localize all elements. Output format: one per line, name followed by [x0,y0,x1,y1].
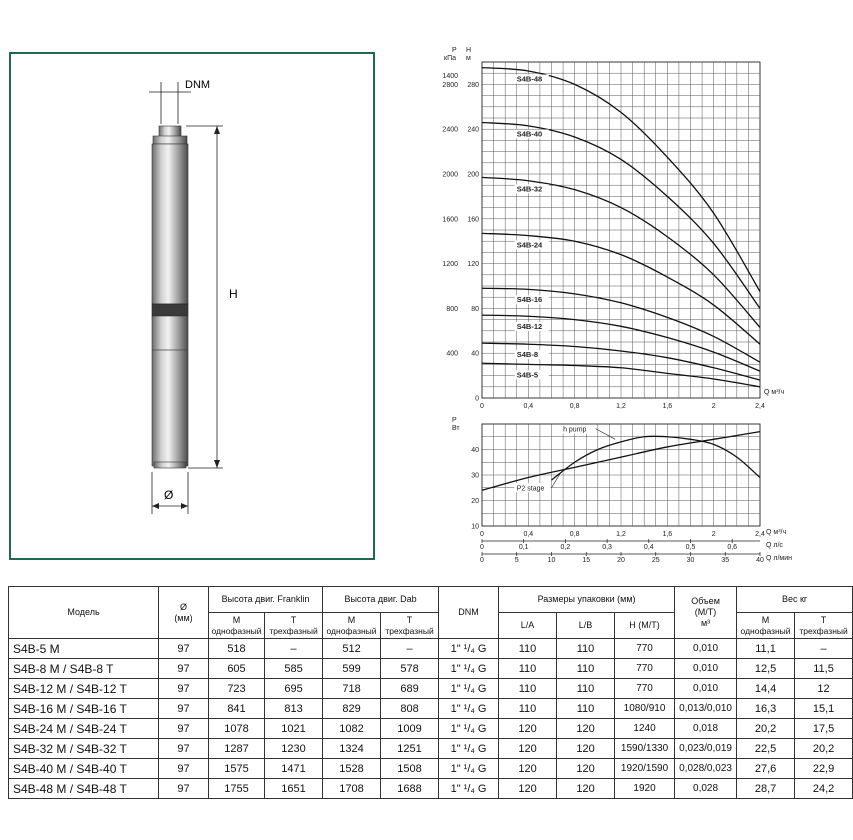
cell-d: 97 [159,679,209,699]
cell-d: 97 [159,739,209,759]
x-tick-label: 1,6 [662,403,673,410]
head-flow-chart [430,40,830,410]
pump-bottom [154,462,186,468]
spec-table [8,586,853,799]
cell-lb: 110 [557,679,615,699]
header-weight: Вес кг [737,587,853,613]
y-tick-label: 80 [471,305,479,313]
header-franklin-m: М однофазный [209,613,265,639]
x-tick-label: 0,8 [569,531,580,538]
cell-wm: 22,5 [737,739,795,759]
x-axis-label: Q м³/ч [764,389,785,396]
header-height-dab: Высота двиг. Dab [323,587,439,613]
kpa-tick-label: 400 [446,350,458,358]
cell-lb: 120 [557,779,615,799]
p-axis-label: P [452,417,457,424]
cell-vol: 0,028 [675,779,737,799]
y-tick-label: 20 [471,498,479,505]
cell-d: 97 [159,699,209,719]
cell-dm: 599 [323,659,381,679]
header-dab-m: М однофазный [323,613,381,639]
header-lb: L/B [557,613,615,639]
header-franklin-t: Т трехфазный [265,613,323,639]
cell-dnm: 1" ¹/₄ G [439,779,499,799]
y-tick-label: 10 [471,523,479,531]
x-tick-label: 5 [514,557,519,564]
cell-wm: 11,1 [737,639,795,659]
kpa-tick-label: 800 [446,305,458,313]
x-tick-label: 0 [480,544,484,551]
x-tick-label: 0,5 [685,544,696,551]
header-hmt: H (М/Т) [615,613,675,639]
header-la: L/A [499,613,557,639]
series-label: S4B-40 [516,129,543,139]
x-tick-label: 0,2 [560,544,571,551]
m-axis-label: м [466,55,471,62]
cell-la: 120 [499,739,557,759]
header-volume: Объем (М/Т) м³ [675,587,737,639]
cell-wt: 11,5 [795,659,853,679]
y-tick-label: 40 [471,447,479,454]
cell-ft: 1230 [265,739,323,759]
cell-fm: 723 [209,679,265,699]
cell-wt: 22,9 [795,759,853,779]
cell-fm: 518 [209,639,265,659]
kpa-tick-label: 2000 [442,171,458,179]
pump-drawing-panel [9,52,375,560]
cell-wt: 17,5 [795,719,853,739]
header-model: Модель [9,587,159,639]
cell-vol: 0,018 [675,719,737,739]
cell-ft: 1021 [265,719,323,739]
cell-model: S4B-32 M / S4B-32 T [9,739,159,759]
x-tick-label: 10 [547,557,556,564]
cell-vol: 0,013/0,010 [675,699,737,719]
cell-dnm: 1" ¹/₄ G [439,639,499,659]
x-tick-label: 0 [480,531,484,538]
x-tick-label: 2,4 [755,403,765,410]
x-axis-label: Q м³/ч [766,529,787,536]
cell-dt: 1251 [381,739,439,759]
series-label-h-pump: h pump [563,426,587,434]
table-row [9,759,853,779]
cell-dt: 808 [381,699,439,719]
cell-d: 97 [159,759,209,779]
cell-h: 1920/1590 [615,759,675,779]
cell-fm: 841 [209,699,265,719]
power-flow-chart [430,410,830,575]
x-tick-label: 2 [711,403,716,410]
cell-model: S4B-5 M [9,639,159,659]
header-diameter: Ø (мм) [159,587,209,639]
series-label-p2-stage: P2 stage [516,485,545,493]
x-tick-label: 0,4 [523,531,534,538]
cell-model: S4B-8 M / S4B-8 T [9,659,159,679]
cell-dt: – [381,639,439,659]
dnm-label: DNM [185,79,211,91]
cell-dnm: 1" ¹/₄ G [439,719,499,739]
x-tick-label: 20 [617,557,625,564]
cell-wm: 27,6 [737,759,795,779]
kpa-tick-label: 2800 [442,81,458,89]
series-label: S4B-24 [516,240,543,250]
cell-vol: 0,010 [675,659,737,679]
header-weight-t: Т трехфазный [795,613,853,639]
cell-h: 1240 [615,719,675,739]
cell-d: 97 [159,659,209,679]
x-tick-label: 0,1 [518,544,529,551]
cell-lb: 110 [557,639,615,659]
cell-ft: 585 [265,659,323,679]
y-tick-label: 280 [467,81,479,89]
series-label: S4B-48 [516,74,543,84]
cell-wm: 14,4 [737,679,795,699]
cell-dnm: 1" ¹/₄ G [439,739,499,759]
cell-dnm: 1" ¹/₄ G [439,659,499,679]
y-tick-label: 200 [467,171,479,179]
cell-lb: 120 [557,739,615,759]
kpa-axis-label: кПа [444,55,456,62]
cell-model: S4B-16 M / S4B-16 T [9,699,159,719]
cell-wm: 28,7 [737,779,795,799]
cell-wt: 20,2 [795,739,853,759]
cell-model: S4B-40 M / S4B-40 T [9,759,159,779]
cell-d: 97 [159,639,209,659]
h-axis-label: H [466,47,472,54]
cell-fm: 605 [209,659,265,679]
kpa-top-tick-label: 1400 [442,73,458,80]
cell-dm: 1324 [323,739,381,759]
cell-ft: 1471 [265,759,323,779]
table-row [9,659,853,679]
series-label: S4B-8 [516,350,539,360]
cell-h: 770 [615,659,675,679]
cell-d: 97 [159,779,209,799]
cell-la: 110 [499,699,557,719]
pump-body-upper [152,144,188,304]
x-tick-label: 2 [711,531,716,538]
cell-lb: 110 [557,659,615,679]
cell-h: 770 [615,679,675,699]
cell-dt: 1508 [381,759,439,779]
leader-line [596,429,616,440]
x-tick-label: 35 [721,557,730,564]
cell-ft: 1651 [265,779,323,799]
x-tick-label: 0,8 [569,403,580,410]
cell-lb: 120 [557,719,615,739]
y-tick-label: 160 [467,216,479,224]
cell-dm: 829 [323,699,381,719]
cell-la: 120 [499,759,557,779]
cell-dnm: 1" ¹/₄ G [439,679,499,699]
cell-wm: 20,2 [737,719,795,739]
x-tick-label: 1,2 [616,531,626,538]
cell-dm: 512 [323,639,381,659]
cell-la: 110 [499,639,557,659]
cell-la: 110 [499,679,557,699]
cell-dm: 1528 [323,759,381,779]
table-row [9,719,853,739]
cell-vol: 0,010 [675,679,737,699]
pump-band [152,304,188,316]
table-row [9,699,853,719]
series-label: S4B-5 [516,370,539,380]
cell-dt: 1009 [381,719,439,739]
series-label: S4B-16 [516,295,543,305]
pump-motor [152,316,188,466]
cell-wt: – [795,639,853,659]
cell-dm: 1082 [323,719,381,739]
cell-h: 1590/1330 [615,739,675,759]
x-tick-label: 0 [480,403,484,410]
p-axis-label: P [452,47,457,54]
kpa-tick-label: 2400 [442,126,458,134]
cell-lb: 110 [557,699,615,719]
leader-line [552,472,561,487]
kpa-tick-label: 1200 [442,261,458,269]
diameter-label: Ø [164,488,174,502]
x-tick-label: 30 [686,557,695,564]
cell-ft: 813 [265,699,323,719]
cell-la: 120 [499,719,557,739]
series-label: S4B-12 [516,322,543,332]
table-row [9,739,853,759]
x-tick-label: 1,2 [616,403,626,410]
cell-model: S4B-12 M / S4B-12 T [9,679,159,699]
header-pack-sizes: Размеры упаковки (мм) [499,587,675,613]
x-axis-label: Q л/мин [766,555,793,562]
header-height-franklin: Высота двиг. Franklin [209,587,323,613]
table-row [9,679,853,699]
cell-vol: 0,023/0,019 [675,739,737,759]
cell-wm: 16,3 [737,699,795,719]
cell-wm: 12,5 [737,659,795,679]
cell-la: 120 [499,779,557,799]
cell-dm: 1708 [323,779,381,799]
w-axis-label: Вт [452,425,460,432]
cell-fm: 1287 [209,739,265,759]
cell-vol: 0,010 [675,639,737,659]
x-tick-label: 0,4 [523,403,534,410]
cell-model: S4B-24 M / S4B-24 T [9,719,159,739]
table-row [9,639,853,659]
cell-dm: 718 [323,679,381,699]
cell-ft: 695 [265,679,323,699]
cell-dt: 689 [381,679,439,699]
pump-head-ring [153,136,187,144]
cell-wt: 12 [795,679,853,699]
cell-dnm: 1" ¹/₄ G [439,759,499,779]
x-tick-label: 0,4 [643,544,654,551]
header-weight-m: М однофазный [737,613,795,639]
series-label: S4B-32 [516,184,543,194]
x-axis-label: Q л/с [766,542,783,549]
x-tick-label: 0 [480,557,484,564]
y-tick-label: 30 [471,472,479,480]
header-dnm: DNM [439,587,499,639]
cell-model: S4B-48 M / S4B-48 T [9,779,159,799]
cell-dt: 578 [381,659,439,679]
table-row [9,779,853,799]
y-tick-label: 0 [475,395,479,403]
kpa-tick-label: 1600 [442,216,458,224]
cell-vol: 0,028/0,023 [675,759,737,779]
x-tick-label: 1,6 [662,531,673,538]
x-tick-label: 0,6 [727,544,738,551]
h-label: H [229,287,238,301]
cell-h: 1920 [615,779,675,799]
cell-h: 1080/910 [615,699,675,719]
cell-fm: 1575 [209,759,265,779]
cell-dnm: 1" ¹/₄ G [439,699,499,719]
cell-ft: – [265,639,323,659]
pump-drawing [11,54,377,562]
x-tick-label: 0,3 [602,544,612,551]
cell-fm: 1755 [209,779,265,799]
y-tick-label: 120 [467,261,479,269]
cell-wt: 15,1 [795,699,853,719]
x-tick-label: 40 [756,557,764,564]
cell-d: 97 [159,719,209,739]
x-tick-label: 25 [651,557,660,564]
cell-h: 770 [615,639,675,659]
cell-fm: 1078 [209,719,265,739]
cell-la: 110 [499,659,557,679]
header-dab-t: Т трехфазный [381,613,439,639]
cell-wt: 24,2 [795,779,853,799]
y-tick-label: 40 [471,350,479,358]
cell-lb: 120 [557,759,615,779]
x-tick-label: 2,4 [755,531,765,538]
y-tick-label: 240 [467,126,479,134]
x-tick-label: 15 [582,557,591,564]
cell-dt: 1688 [381,779,439,799]
